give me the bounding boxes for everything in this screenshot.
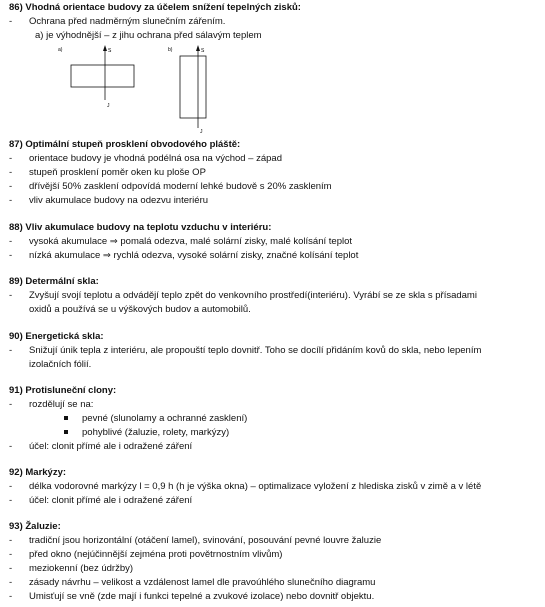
paragraph-line: Zvyšují svojí teplotu a odvádějí teplo zpět do venkovního prostředí(interiéru). Vyrábí se ze skla s přísadami	[29, 290, 477, 301]
bullet-text: meziokenní (bez údržby)	[29, 563, 134, 574]
bullet-text: vliv akumulace budovy na odezvu interiéru	[29, 195, 209, 206]
document-page: 86) Vhodná orientace budovy za účelem snížení tepelných zisků: - Ochrana před nadměrným slunečním zářením. a) je výhodnější – z jihu ochrana před sálavým teplem a) S J b) S J 87) Optimální stupeň prosklení obvodového pláště: - orientace budovy je vhodná podélná osa na východ – západ - stupeň prosklení poměr oken ku ploše OP - dřívější 50% zasklení odpovídá moderní lehké budově s 20% zasklením - vliv akumulace budovy na odezvu interiéru 88) Vliv akumulace budovy na teplotu vzduchu v interiéru: - vysoká akumulace ⇒ pomalá odezva, malé solární zisky, malé kolísání teplot - nízká akumulace ⇒ rychlá odezva, vysoké solární zisky, značné kolísání teplot 89) Determální skla: - Zvyšují svojí teplotu a odvádějí teplo zpět do venkovního prostředí(interiéru). Vyrábí se ze skla s přísadami oxidů a používá se u výškových budov a automobilů. 90) Energetická skla: - Snižují únik tepla z interiéru, ale propouští teplo dovnitř. Toho se docílí přidáním kovů do skla, nebo lepením izolačních fólií. 91) Protisluneční clony: - rozdělují se na: pevné (slunolamy a ochranné zasklení) pohyblivé (žaluzie, rolety, markýzy) - účel: clonit přímé ale i odražené záření 92) Markýzy: - délka vodorovné markýzy l = 0,9 h (h je výška okna) – optimalizace vyložení z hlediska zisků v zimě a v létě - účel: clonit přímé ale i odražené záření 93) Žaluzie: - tradiční jsou horizontální (otáčení lamel), svinování, posouvání pevné louvre žaluzie - před okno (nejúčinnější zejména proti povětrnostním vlivům) - meziokenní (bez údržby) - zásady návrhu – velikost a vzdálenost lamel dle pravoúhlého slunečního diagramu - Umisťují se vně (zde mají i funkci tepelné a zvukové izolace) nebo dovnitř objektu.	[9, 2, 482, 602]
bullet-text: rozdělují se na:	[29, 399, 94, 410]
fig-a-label: a)	[58, 47, 63, 53]
bullet-text: účel: clonit přímé ale i odražené záření	[29, 495, 193, 506]
bullet-text: dřívější 50% zasklení odpovídá moderní lehké budově s 20% zasklením	[29, 181, 332, 192]
fig-b-top: S	[201, 48, 205, 54]
orientation-diagram	[55, 42, 225, 134]
fig-b-building	[180, 56, 206, 118]
heading-89: 89) Determální skla:	[9, 276, 99, 287]
bullet-text: Ochrana před nadměrným slunečním zářením.	[29, 16, 226, 27]
bullet-text: tradiční jsou horizontální (otáčení lamel), svinování, posouvání pevné louvre žaluzie	[29, 535, 382, 546]
bullet-text: nízká akumulace ⇒ rychlá odezva, vysoké solární zisky, značné kolísání teplot	[29, 250, 359, 261]
bullet-text: Umisťují se vně (zde mají i funkci tepelné a zvukové izolace) nebo dovnitř objektu.	[29, 591, 375, 602]
fig-a-building	[71, 65, 134, 87]
bullet-text: účel: clonit přímé ale i odražené záření	[29, 441, 193, 452]
bullet-text: před okno (nejúčinnější zejména proti povětrnostním vlivům)	[29, 549, 283, 560]
paragraph-line: oxidů a používá se u výškových budov a automobilů.	[29, 304, 251, 315]
paragraph-line: Snižují únik tepla z interiéru, ale propouští teplo dovnitř. Toho se docílí přidáním kovů do skla, nebo lepením	[29, 345, 482, 356]
dash: -	[9, 16, 13, 27]
fig-b-bottom: J	[200, 129, 203, 134]
square-bullet	[64, 430, 68, 434]
bullet-text: stupeň prosklení poměr oken ku ploše OP	[29, 167, 206, 178]
heading-90: 90) Energetická skla:	[9, 331, 104, 342]
heading-92: 92) Markýzy:	[9, 467, 67, 478]
heading-93: 93) Žaluzie:	[9, 521, 61, 532]
fig-b-label: b)	[168, 47, 173, 53]
bullet-text: zásady návrhu – velikost a vzdálenost lamel dle pravoúhlého slunečního diagramu	[29, 577, 376, 588]
fig-a-bottom: J	[107, 103, 110, 109]
sub-91-2: pohyblivé (žaluzie, rolety, markýzy)	[82, 427, 230, 438]
fig-a-top: S	[108, 48, 112, 54]
bullet-text: délka vodorovné markýzy l = 0,9 h (h je výška okna) – optimalizace vyložení z hlediska zisků v zimě a v létě	[29, 481, 482, 492]
square-bullet	[64, 416, 68, 420]
bullet-text: orientace budovy je vhodná podélná osa na východ – západ	[29, 153, 282, 164]
heading-86: 86) Vhodná orientace budovy za účelem snížení tepelných zisků:	[9, 2, 301, 13]
sub-91-1: pevné (slunolamy a ochranné zasklení)	[82, 413, 248, 424]
sub-86-a: a) je výhodnější – z jihu ochrana před sálavým teplem	[35, 30, 262, 41]
bullet-text: vysoká akumulace ⇒ pomalá odezva, malé solární zisky, malé kolísání teplot	[29, 236, 353, 247]
heading-91: 91) Protisluneční clony:	[9, 385, 117, 396]
paragraph-line: izolačních fólií.	[29, 359, 92, 370]
heading-88: 88) Vliv akumulace budovy na teplotu vzduchu v interiéru:	[9, 222, 272, 233]
heading-87: 87) Optimální stupeň prosklení obvodového pláště:	[9, 139, 241, 150]
